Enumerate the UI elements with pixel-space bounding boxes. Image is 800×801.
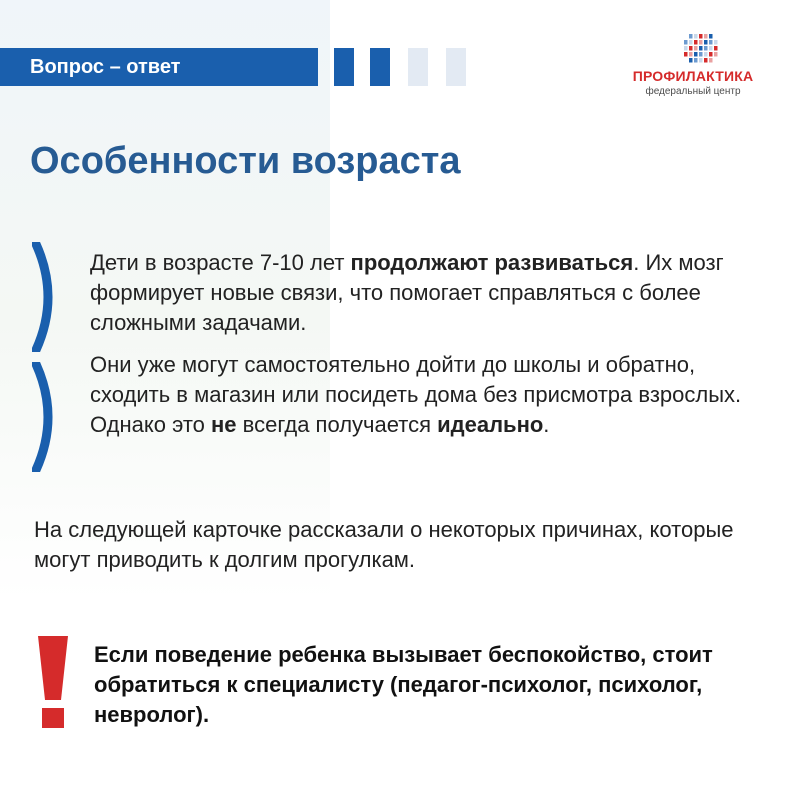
logo-cell (699, 58, 703, 63)
paragraph-2 (90, 350, 780, 440)
bar-2 (370, 48, 390, 86)
logo-cell (689, 52, 693, 57)
logo-cell (689, 46, 693, 51)
logo-cell (704, 46, 708, 51)
paragraph-2-text: Они уже могут самостоятельно дойти до школы и обратно, сходить в магазин или посидеть дома без присмотра взрослых. Однако это (90, 352, 742, 437)
logo-cell (694, 40, 698, 45)
chevron-right-icon (32, 242, 62, 352)
logo-cell (709, 40, 713, 45)
logo-title: ПРОФИЛАКТИКА (632, 68, 754, 84)
exclamation-icon (36, 636, 70, 728)
logo-cell (704, 40, 708, 45)
logo-cell (684, 40, 688, 45)
logo-cell (699, 40, 703, 45)
bar-1 (334, 48, 354, 86)
logo-cell (699, 46, 703, 51)
paragraph-2-text-3: . (543, 412, 550, 437)
logo (618, 30, 768, 100)
logo-cell (714, 40, 718, 45)
logo-cell (704, 52, 708, 57)
logo-cell (689, 58, 693, 63)
logo-subtitle: федеральный центр (645, 86, 741, 97)
note-text: На следующей карточке рассказали о некоторых причинах, которые могут приводить к долгим прогулкам. (34, 517, 734, 572)
logo-cell (714, 52, 718, 57)
logo-cell (689, 34, 693, 39)
paragraph-1-text: Дети в возрасте 7-10 лет (90, 250, 351, 275)
logo-cell (694, 58, 698, 63)
paragraph-2-bold-not: не (211, 412, 237, 437)
logo-cell (694, 52, 698, 57)
section-tag: Вопрос – ответ (0, 48, 318, 86)
warning-text: Если поведение ребенка вызывает беспокойство, стоит обратиться к специалисту (педагог-психолог, психолог, невролог). (94, 642, 713, 727)
paragraph-2-text-2: всегда получается (236, 412, 438, 437)
grid-logo-icon (684, 34, 720, 64)
logo-cell (709, 34, 713, 39)
logo-cell (689, 40, 693, 45)
logo-cell (704, 58, 708, 63)
logo-cell (684, 46, 688, 51)
logo-cell (699, 52, 703, 57)
logo-cell (709, 58, 713, 63)
logo-cell (684, 52, 688, 57)
paragraph-1 (90, 248, 780, 338)
paragraph-2-bold-ideal: идеально (437, 412, 544, 437)
logo-cell (714, 46, 718, 51)
page-title: Особенности возраста (30, 140, 461, 182)
logo-cell (704, 34, 708, 39)
paragraph-1-text-2: . Их мозг формирует новые связи, что помогает справляться с более сложными задачами. (90, 250, 724, 335)
logo-cell (709, 52, 713, 57)
bar-4 (446, 48, 466, 86)
logo-cell (694, 34, 698, 39)
bar-3 (408, 48, 428, 86)
paragraph-1-bold: продолжают развиваться (350, 250, 634, 275)
logo-cell (709, 46, 713, 51)
logo-cell (699, 34, 703, 39)
logo-cell (694, 46, 698, 51)
chevron-right-icon (32, 362, 62, 472)
